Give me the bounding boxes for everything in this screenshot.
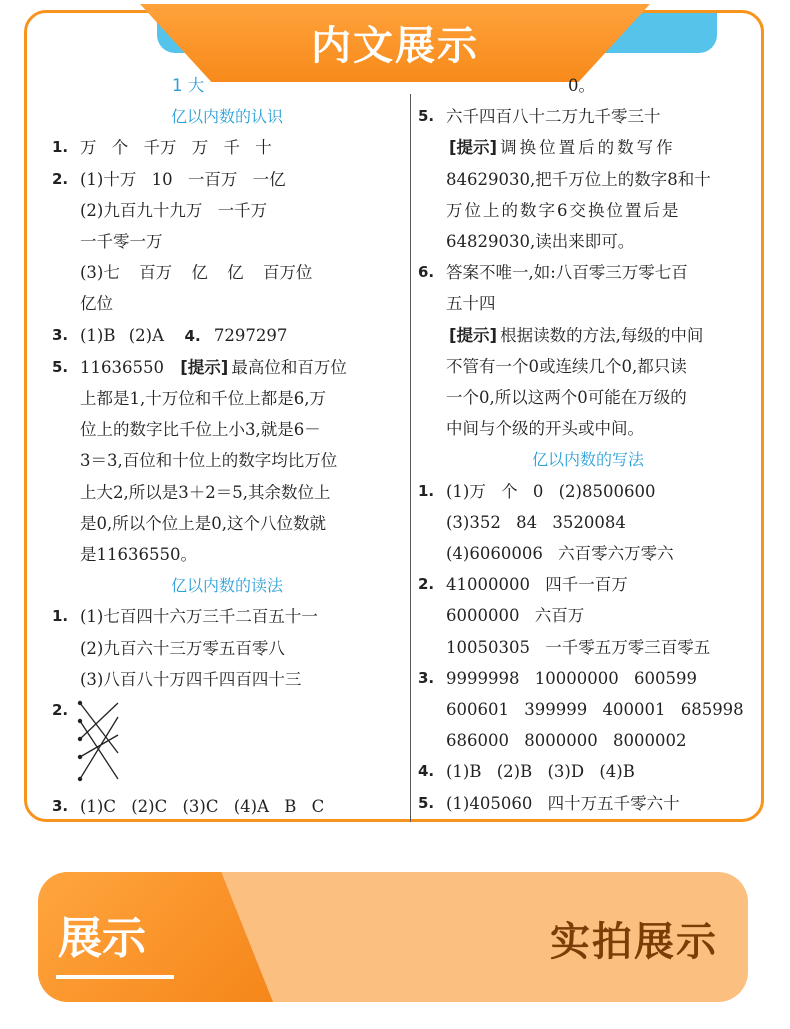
answer-text: (3)七 百万 亿 亿 百万位	[80, 263, 313, 283]
answer-text: 万 个 千万 万 千 十	[80, 138, 272, 158]
answer-item	[418, 663, 758, 757]
footer-right-label: 实拍展示	[550, 919, 718, 965]
item-number: 1.	[52, 607, 69, 626]
item-number: 6.	[418, 263, 435, 282]
hint-tag: [提示]	[449, 138, 498, 158]
item-number: 5.	[52, 357, 69, 376]
answer-text: 六千四百八十二万九千零三十	[446, 107, 661, 127]
left-column	[52, 70, 402, 822]
answer-text: 10050305 一千零五万零三百零五	[446, 637, 711, 657]
hint-tag: [提示]	[180, 357, 229, 377]
section-heading-recognition: 亿以内数的认识	[170, 107, 283, 127]
answer-text: 是11636550。	[80, 545, 197, 565]
footer-banner	[38, 872, 748, 1002]
answer-text: 一个0,所以这两个0可能在万级的	[446, 388, 687, 408]
item-number: 4.	[184, 326, 201, 345]
answer-text: 最高位和百万位	[231, 357, 347, 377]
answer-item	[418, 788, 758, 819]
answer-item	[52, 164, 402, 320]
answer-item	[52, 132, 402, 163]
item-number: 4.	[418, 762, 435, 781]
answer-item	[52, 601, 402, 695]
answer-item	[418, 101, 758, 257]
item-number: 1.	[418, 481, 435, 500]
answer-text: 一千零一万	[80, 232, 163, 252]
answer-item	[52, 791, 402, 822]
item-number: 5.	[418, 107, 435, 126]
answer-text: 6000000 六百万	[446, 606, 585, 626]
answer-text: 是0,所以个位上是0,这个八位数就	[80, 513, 326, 533]
answer-text: 不管有一个0或连续几个0,都只读	[446, 356, 687, 376]
section-heading-writing: 亿以内数的写法	[531, 450, 644, 470]
item-number: 2.	[52, 169, 69, 188]
item-number: 2.	[52, 701, 69, 720]
item-number: 5.	[418, 793, 435, 812]
item-number: 3.	[418, 668, 435, 687]
answer-text: 答案不唯一,如:八百零三万零七百	[446, 263, 688, 283]
footer-underline	[56, 975, 174, 979]
hint-tag: [提示]	[449, 325, 498, 345]
answer-document	[46, 70, 758, 822]
answer-text: 84629030,把千万位上的数字8和十	[446, 169, 711, 189]
answer-text: (1)405060 四十万五千零六十	[446, 793, 680, 813]
answer-text: 位上的数字比千位上小3,就是6－	[80, 420, 321, 440]
answer-text: (1)B (2)B (3)D (4)B	[446, 762, 635, 782]
answer-text: 9999998 10000000 600599	[446, 668, 697, 688]
answer-text: 五十四	[446, 294, 496, 314]
answer-text: 7297297	[213, 325, 288, 345]
answer-text: 调换位置后的数写作	[500, 138, 676, 158]
answer-text: (2)九百六十三万零五百零八	[80, 638, 285, 658]
answer-text: (3)八百八十万四千四百四十三	[80, 669, 302, 689]
section-heading-reading: 亿以内数的读法	[170, 576, 283, 596]
right-column	[418, 70, 758, 819]
answer-text: (1)万 个 0 (2)8500600	[446, 481, 656, 501]
answer-item	[52, 320, 402, 352]
answer-text: 中间与个级的开头或中间。	[446, 419, 644, 439]
answer-text: (4)6060006 六百零六万零六	[446, 544, 674, 564]
answer-text: (1)C (2)C (3)C (4)A B C	[80, 797, 325, 817]
answer-item	[418, 257, 758, 444]
answer-text: 64829030,读出来即可。	[446, 232, 635, 252]
answer-text: 11636550	[80, 357, 164, 377]
answer-item	[418, 756, 758, 787]
matching-lines-diagram	[74, 695, 154, 789]
item-number: 2.	[418, 575, 435, 594]
chapter-heading: 1 大	[172, 76, 205, 95]
answer-text: 600601 399999 400001 685998	[446, 700, 744, 720]
column-divider	[410, 94, 411, 822]
item-number: 1.	[52, 138, 69, 157]
answer-item	[418, 476, 758, 570]
answer-text: (1)七百四十六万三千二百五十一	[80, 607, 318, 627]
item-number: 3.	[52, 325, 69, 344]
answer-text: 根据读数的方法,每级的中间	[500, 325, 704, 345]
answer-text: 3＝3,百位和十位上的数字均比万位	[80, 451, 338, 471]
answer-text: (2)九百九十九万 一千万	[80, 200, 268, 220]
answer-text: 0。	[568, 76, 595, 95]
answer-text: 上大2,所以是3＋2＝5,其余数位上	[80, 482, 331, 502]
answer-text: 上都是1,十万位和千位上都是6,万	[80, 389, 326, 409]
answer-item	[52, 695, 402, 791]
answer-text: (1)十万 10 一百万 一亿	[80, 169, 286, 189]
item-number: 3.	[52, 797, 69, 816]
answer-item	[52, 352, 402, 570]
answer-text: (3)352 84 3520084	[446, 512, 626, 532]
page-title: 内文展示	[311, 23, 479, 69]
answer-text: 686000 8000000 8000002	[446, 731, 687, 751]
footer-left-label: 展示	[58, 913, 146, 964]
answer-text: 亿位	[80, 294, 113, 314]
answer-text: 万位上的数字6交换位置后是	[446, 200, 681, 220]
answer-item	[418, 569, 758, 663]
answer-text: 41000000 四千一百万	[446, 575, 628, 595]
answer-text: (1)B (2)A	[80, 325, 165, 345]
